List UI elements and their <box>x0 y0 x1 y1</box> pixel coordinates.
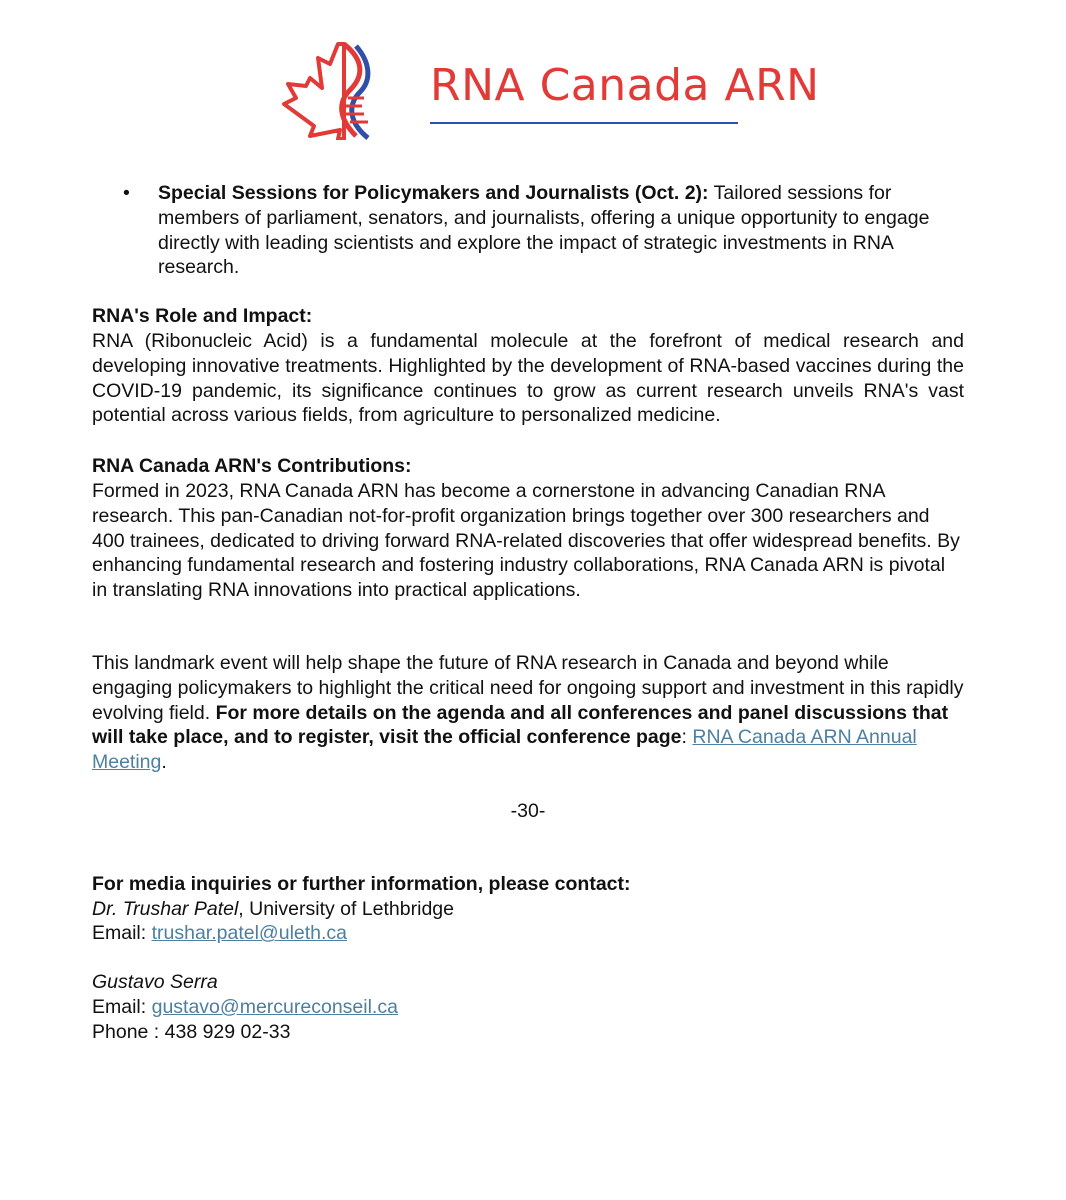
trushar-email-link[interactable]: trushar.patel@uleth.ca <box>151 922 348 945</box>
closing-period: . <box>161 751 167 774</box>
gustavo-email-link[interactable]: gustavo@mercureconseil.ca <box>151 995 398 1018</box>
closing-bold-text: For more details on the agenda and all conferences and panel discussions that will take place, and to register, visit the official conference page <box>92 701 949 749</box>
closing-colon: : <box>681 726 693 749</box>
logo-brand-text: RNA Canada ARN <box>430 60 820 111</box>
role-paragraph: RNA (Ribonucleic Acid) is a fundamental molecule at the forefront of medical research and developing innovative treatments. Highlighted by the development of RNA-based vaccines during the COVID-19 pandemic, its significance continues to grow as current research unveils RNA's vast potential across various fields, from agriculture to personalized medicine. <box>92 329 964 427</box>
role-heading-text: RNA's Role and Impact: <box>92 305 313 328</box>
contact-person2-name: Gustavo Serra <box>92 971 218 994</box>
annual-meeting-link[interactable]: RNA Canada ARN Annual Meeting <box>92 726 917 774</box>
contact-person1-affiliation: , University of Lethbridge <box>238 897 454 920</box>
end-marker: -30- <box>510 799 546 822</box>
document-body <box>92 181 964 1045</box>
contact-heading <box>92 872 964 897</box>
contact-person1-name: Dr. Trushar Patel <box>92 897 239 920</box>
maple-leaf-rna-strand-icon <box>280 40 430 140</box>
bullet-symbol: • <box>123 182 130 204</box>
contact-person2 <box>92 970 964 995</box>
special-sessions-bullet <box>92 181 964 280</box>
contact-person2-email-line <box>92 995 964 1020</box>
bullet-heading: Special Sessions for Policymakers and Journalists (Oct. 2): <box>158 182 709 204</box>
contributions-heading-text: RNA Canada ARN's Contributions: <box>92 455 412 478</box>
contributions-paragraph: Formed in 2023, RNA Canada ARN has become a cornerstone in advancing Canadian RNA research. This pan-Canadian not-for-profit organization brings together over 300 researchers and 400 trainees, dedicated to driving forward RNA-related discoveries that offer widespread benefits. By enhancing fundamental research and fostering industry collaborations, RNA Canada ARN is pivotal in translating RNA innovations into practical applications. <box>92 479 960 602</box>
contact-heading-text: For media inquiries or further information, please contact: <box>92 872 631 895</box>
role-heading <box>92 304 964 329</box>
contact-person1 <box>92 897 964 922</box>
contact-person1-email-line <box>92 921 964 946</box>
bullet-text: Tailored sessions for members of parliament, senators, and journalists, offering a unique opportunity to engage directly with leading scientists and explore the impact of strategic investments in RNA research. <box>158 182 930 279</box>
closing-text: This landmark event will help shape the future of RNA research in Canada and beyond while engaging policymakers to highlight the critical need for ongoing support and investment in this rapidly evolving field. <box>92 651 964 724</box>
bullet-paragraph <box>158 181 964 280</box>
email-label: Email: <box>92 995 152 1018</box>
rna-canada-logo <box>280 40 820 140</box>
email-label: Email: <box>92 922 152 945</box>
contact-person2-phone: Phone : 438 929 02-33 <box>92 1020 291 1043</box>
contributions-heading <box>92 454 964 479</box>
closing-paragraph <box>92 651 964 775</box>
logo-underline <box>430 122 738 124</box>
